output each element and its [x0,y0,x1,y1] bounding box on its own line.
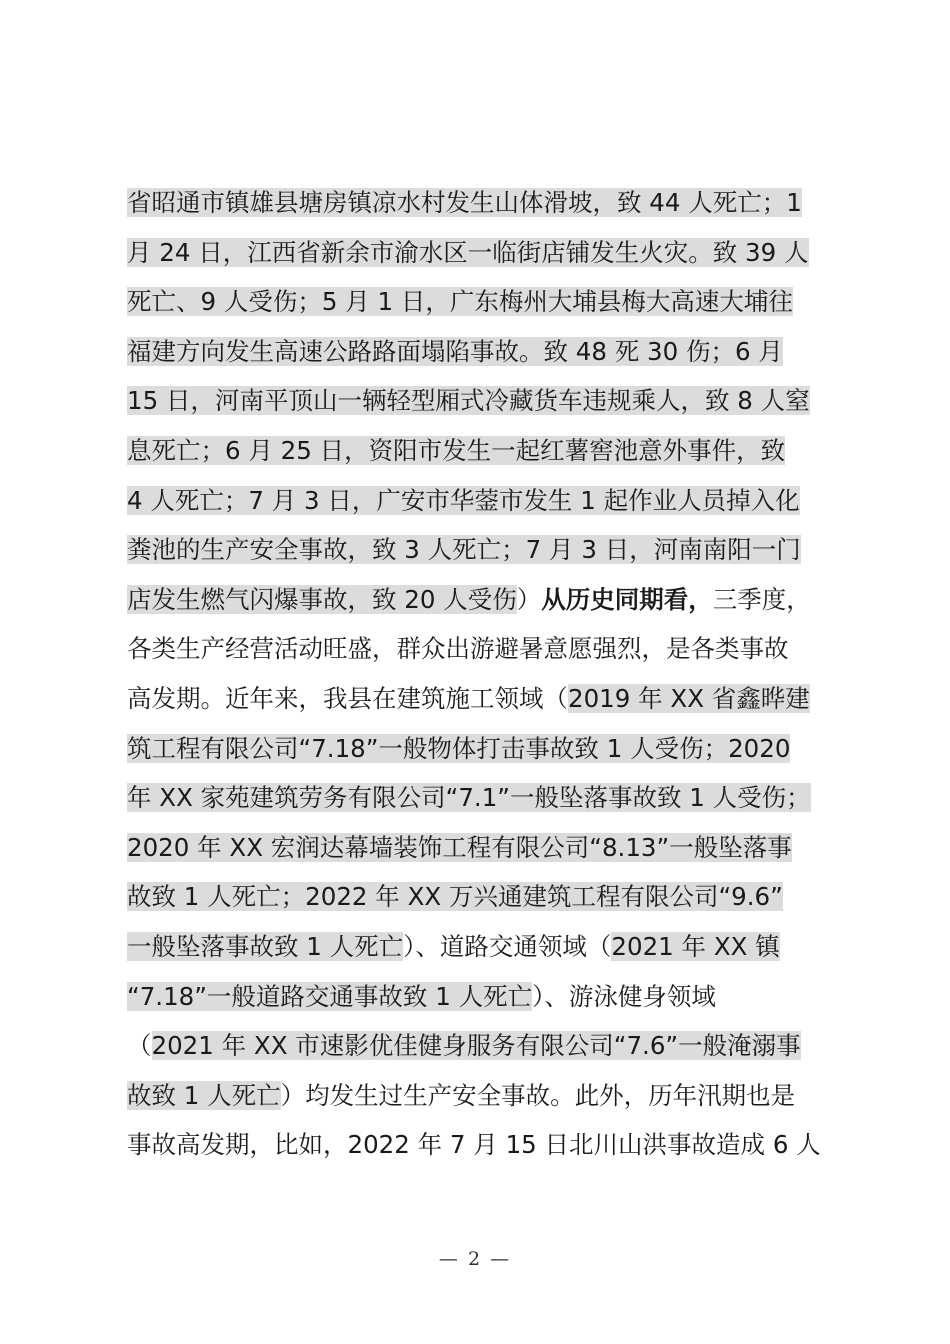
highlighted-text: 4 人死亡；7 月 3 日，广安市华蓥市发生 1 起作业人员掉入化 [127,486,800,515]
text-line [127,1078,795,1114]
text-segment: ） [516,585,542,614]
text-line [127,582,811,618]
highlighted-text: 年 XX 家苑建筑劳务有限公司“7.1”一般坠落事故致 1 人受伤； [127,783,811,812]
text-line [127,383,810,419]
highlighted-text: 筑工程有限公司“7.18”一般物体打击事故致 1 人受伤；2020 [127,734,791,763]
highlighted-text: 2020 年 XX 宏润达幕墙装饰工程有限公司“8.13”一般坠落事 [127,833,792,862]
highlighted-text: 2019 年 XX 省鑫晔建 [568,684,810,713]
text-line [127,731,790,767]
text-line [127,532,801,568]
highlighted-text: 福建方向发生高速公路路面塌陷事故。致 48 死 30 伤；6 月 [127,337,783,366]
text-line [127,631,789,667]
text-segment: 三季度， [712,585,811,614]
highlighted-text: 息死亡；6 月 25 日，资阳市发生一起红薯窖池意外事件，致 [127,436,786,465]
text-line [127,235,809,271]
text-segment: ）、道路交通领域（ [403,932,612,961]
highlighted-text: 一般坠落事故致 1 人死亡 [127,932,404,961]
highlighted-text: “7.18”一般道路交通事故致 1 人死亡 [127,982,533,1011]
text-line [127,334,783,370]
highlighted-text: 2021 年 XX 市速影优佳健身服务有限公司“7.6”一般淹溺事 [151,1031,801,1060]
text-line [127,483,800,519]
text-line [127,1028,801,1064]
page-number: — 2 — [438,1248,512,1270]
text-line [127,185,802,221]
highlighted-text: 15 日，河南平顶山一辆轻型厢式冷藏货车违规乘人，致 8 人窒 [127,386,810,415]
highlighted-text: 月 24 日，江西省新余市渝水区一临街店铺发生火灾。致 39 人 [127,238,809,267]
text-line [127,979,716,1015]
highlighted-text: 故致 1 人死亡；2022 年 XX 万兴通建筑工程有限公司“9.6” [127,882,783,911]
text-line [127,780,811,816]
highlighted-text: 死亡、9 人受伤；5 月 1 日，广东梅州大埔县梅大高速大埔往 [127,287,793,316]
text-line [127,1127,821,1163]
text-line [127,929,780,965]
text-line [127,879,783,915]
text-segment: 各类生产经营活动旺盛，群众出游避暑意愿强烈，是各类事故 [127,634,789,663]
text-line [127,681,810,717]
highlighted-text: 省昭通市镇雄县塘房镇凉水村发生山体滑坡，致 44 人死亡；1 [127,188,802,217]
text-segment: ）均发生过生产安全事故。此外，历年汛期也是 [280,1081,796,1110]
highlighted-text: 粪池的生产安全事故，致 3 人死亡；7 月 3 日，河南南阳一门 [127,535,801,564]
text-segment: （ [127,1031,152,1060]
text-line [127,433,785,469]
text-segment: ）、游泳健身领域 [532,982,716,1011]
highlighted-text: 故致 1 人死亡 [127,1081,281,1110]
text-segment: 高发期。近年来，我县在建筑施工领域（ [127,684,568,713]
text-line [127,284,793,320]
highlighted-text: 2021 年 XX 镇 [611,932,780,961]
text-line [127,830,792,866]
highlighted-text: 店发生燃气闪爆事故，致 20 人受伤 [127,585,517,614]
text-segment: 事故高发期，比如，2022 年 7 月 15 日北川山洪事故造成 6 人 [127,1130,821,1159]
bold-text: 从历史同期看， [541,585,713,614]
